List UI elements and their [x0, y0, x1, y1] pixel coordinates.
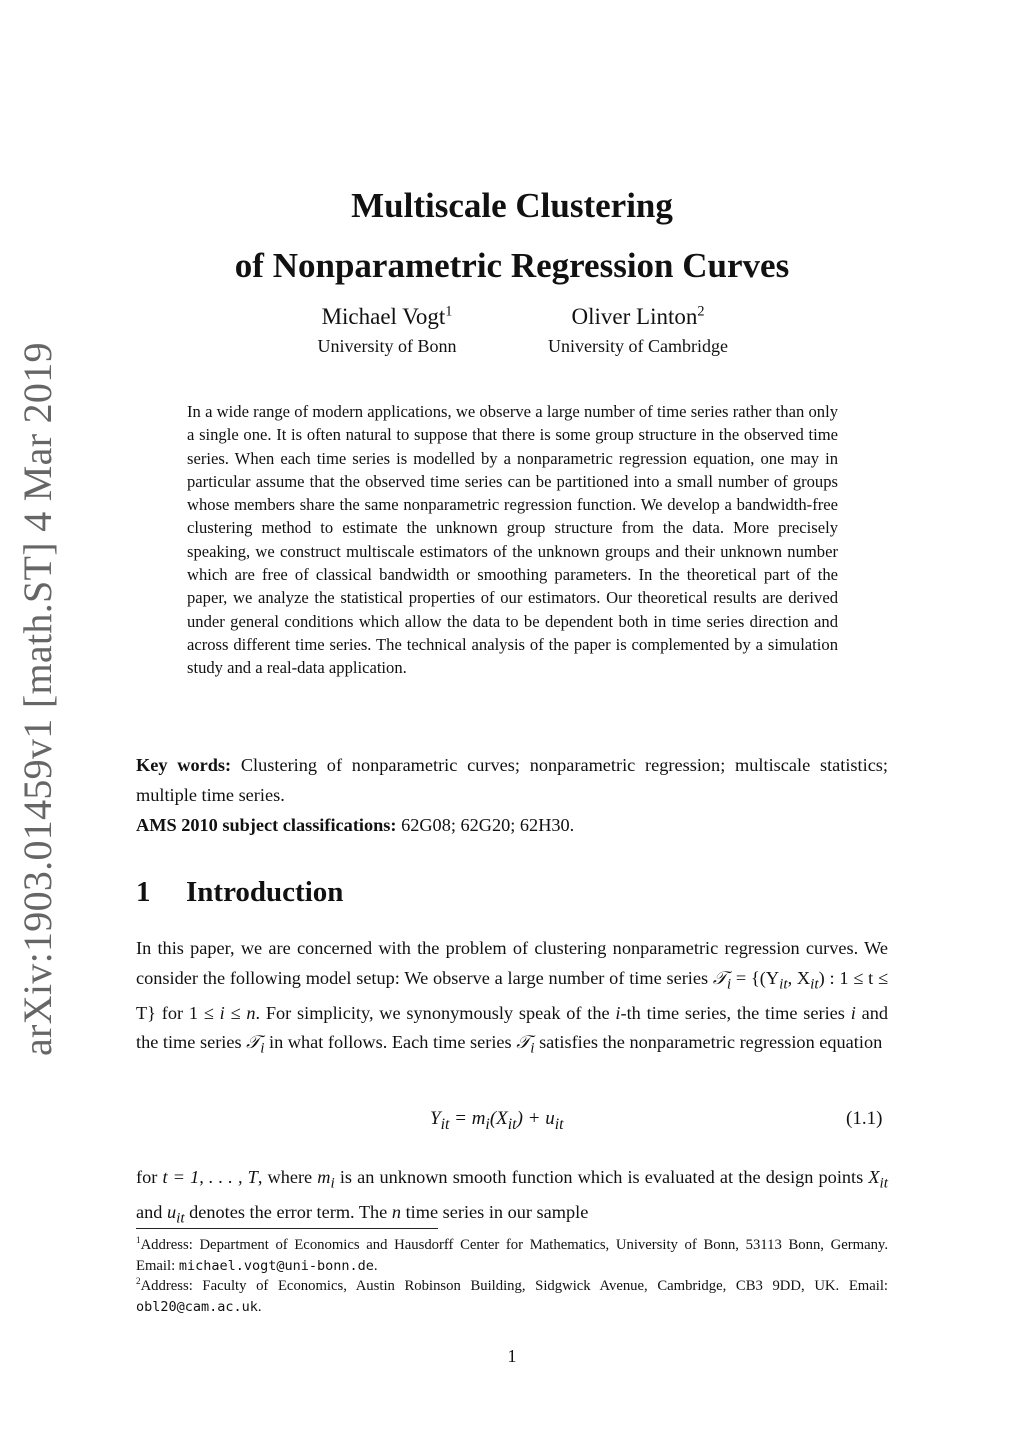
section-heading	[136, 876, 343, 909]
ams-text: 62G08; 62G20; 62H30.	[401, 815, 575, 835]
text-run: in what follows. Each time series	[264, 1032, 517, 1053]
abstract: In a wide range of modern applications, we observe a large number of time series rather than only a single one. It is often natural to suppose that there is some group structure in the observed time series. When each time series is modelled by a nonparametric regression equation, one may in particular assume that the observed time series can be partitioned into a small number of groups whose members share the same nonparametric regression function. We develop a bandwidth-free clustering method to estimate the unknown group structure from the data. More precisely speaking, we construct multiscale estimators of the unknown groups and their unknown number which are free of classical bandwidth or smoothing parameters. In the theoretical part of the paper, we analyze the statistical properties of our estimators. Our theoretical results are derived under general conditions which allow the data to be dependent both in time series direction and across different time series. The technical analysis of the paper is complemented by a simulation study and a real-data application.	[187, 402, 838, 678]
keywords-label: Key words:	[136, 755, 232, 775]
footnote-mark: 2	[136, 1276, 141, 1287]
footnote-end: .	[373, 1257, 378, 1274]
math-i: i	[615, 1002, 621, 1023]
math-t-range: t = 1, . . . , T	[162, 1167, 258, 1187]
math-sub: i	[530, 1040, 535, 1058]
eq-part: ) + u	[516, 1108, 555, 1129]
text-run: and the time series	[136, 1002, 888, 1053]
footnote-email-link[interactable]: michael.vogt@uni-bonn.de	[178, 1257, 374, 1274]
keywords-text: Clustering of nonparametric curves; nonparametric regression; multiscale statistics; multiple time series.	[136, 755, 888, 805]
text-run: . For simplicity, we synonymously speak of the	[255, 1002, 616, 1023]
equation-number: (1.1)	[846, 1108, 883, 1129]
math-Ti: 𝒯	[246, 1032, 261, 1054]
math-i: i	[850, 1002, 856, 1023]
math-sub: i	[726, 975, 732, 993]
math-m: m	[317, 1167, 331, 1187]
text-run: , where	[257, 1167, 318, 1187]
math-sub: i	[330, 1174, 335, 1192]
math-sub: it	[779, 975, 788, 993]
author-name-2: Oliver Linton	[571, 304, 698, 329]
footnote-text: Address: Department of Economics and Hausdorff Center for Mathematics, University of Bonn, 53113 Bonn, Germany. Email:	[136, 1237, 888, 1274]
paper-title	[0, 176, 1024, 296]
author-mark-2: 2	[697, 303, 705, 320]
author-block-2	[518, 304, 758, 357]
arxiv-side-stamp: arXiv:1903.01459v1 [math.ST] 4 Mar 2019	[15, 342, 60, 1056]
math-sub: it	[176, 1209, 185, 1227]
text-run: ≤	[224, 1002, 247, 1023]
eq-part: = m	[449, 1108, 486, 1129]
footnote-end: .	[257, 1298, 262, 1315]
title-line-2: of Nonparametric Regression Curves	[234, 246, 790, 285]
math-Ti: 𝒯	[516, 1032, 531, 1054]
author-mark-1: 1	[445, 303, 453, 320]
intro-paragraph-2	[136, 1163, 888, 1234]
text-run: In this paper, we are concerned with the problem of clustering nonparametric regression curves. We consider the following model setup: We observe a large number of time series	[136, 938, 888, 988]
math-n: n	[246, 1002, 256, 1023]
text-run: for	[136, 1167, 163, 1187]
ams-label: AMS 2010 subject classifications:	[136, 815, 397, 835]
eq-part: Y	[430, 1108, 441, 1129]
text-run: denotes the error term. The	[184, 1202, 392, 1223]
math-set: , X	[787, 967, 811, 988]
section-number: 1	[136, 876, 151, 908]
math-sub: it	[810, 975, 819, 993]
page-number: 1	[507, 1346, 517, 1366]
footnote-mark: 1	[136, 1235, 141, 1246]
math-Ti: 𝒯	[712, 967, 727, 989]
text-run: and	[136, 1202, 167, 1223]
eq-sub: i	[485, 1115, 490, 1133]
eq-part: (X	[489, 1108, 508, 1129]
text-run: is an unknown smooth function which is evaluated at the design points	[334, 1167, 869, 1187]
author-block-1	[287, 304, 487, 357]
text-run: -th time series, the time series	[620, 1002, 851, 1023]
math-n: n	[391, 1202, 401, 1223]
footnote-email-link[interactable]: obl20@cam.ac.uk	[136, 1298, 258, 1315]
eq-sub: it	[440, 1115, 450, 1133]
math-set: = {(Y	[731, 967, 780, 988]
text-run: satisfies the nonparametric regression equation	[534, 1032, 883, 1053]
author-affiliation-1: University of Bonn	[317, 336, 457, 356]
title-line-1: Multiscale Clustering	[351, 186, 673, 225]
math-X: X	[868, 1167, 880, 1187]
math-i: i	[219, 1002, 225, 1023]
text-run: for 1 ≤	[155, 1002, 220, 1023]
math-sub: i	[260, 1040, 265, 1058]
eq-sub: it	[507, 1115, 517, 1133]
author-name-1: Michael Vogt	[321, 304, 446, 329]
section-title: Introduction	[186, 876, 344, 908]
keywords-block	[136, 750, 888, 840]
footnote-text: Address: Faculty of Economics, Austin Robinson Building, Sidgwick Avenue, Cambridge, CB3 9DD, UK. Email:	[140, 1278, 888, 1294]
math-sub: it	[879, 1174, 888, 1192]
math-u: u	[166, 1202, 177, 1223]
author-affiliation-2: University of Cambridge	[548, 336, 728, 356]
equation-body	[430, 1108, 564, 1134]
intro-paragraph-1	[136, 934, 888, 1064]
eq-sub: it	[554, 1115, 564, 1133]
footnote-2	[136, 1276, 888, 1317]
footnote-rule	[136, 1228, 438, 1229]
footnote-1	[136, 1235, 888, 1276]
math-set: ) : 1 ≤ t ≤ T}	[136, 967, 888, 1023]
text-run: time series in our sample	[401, 1202, 589, 1223]
